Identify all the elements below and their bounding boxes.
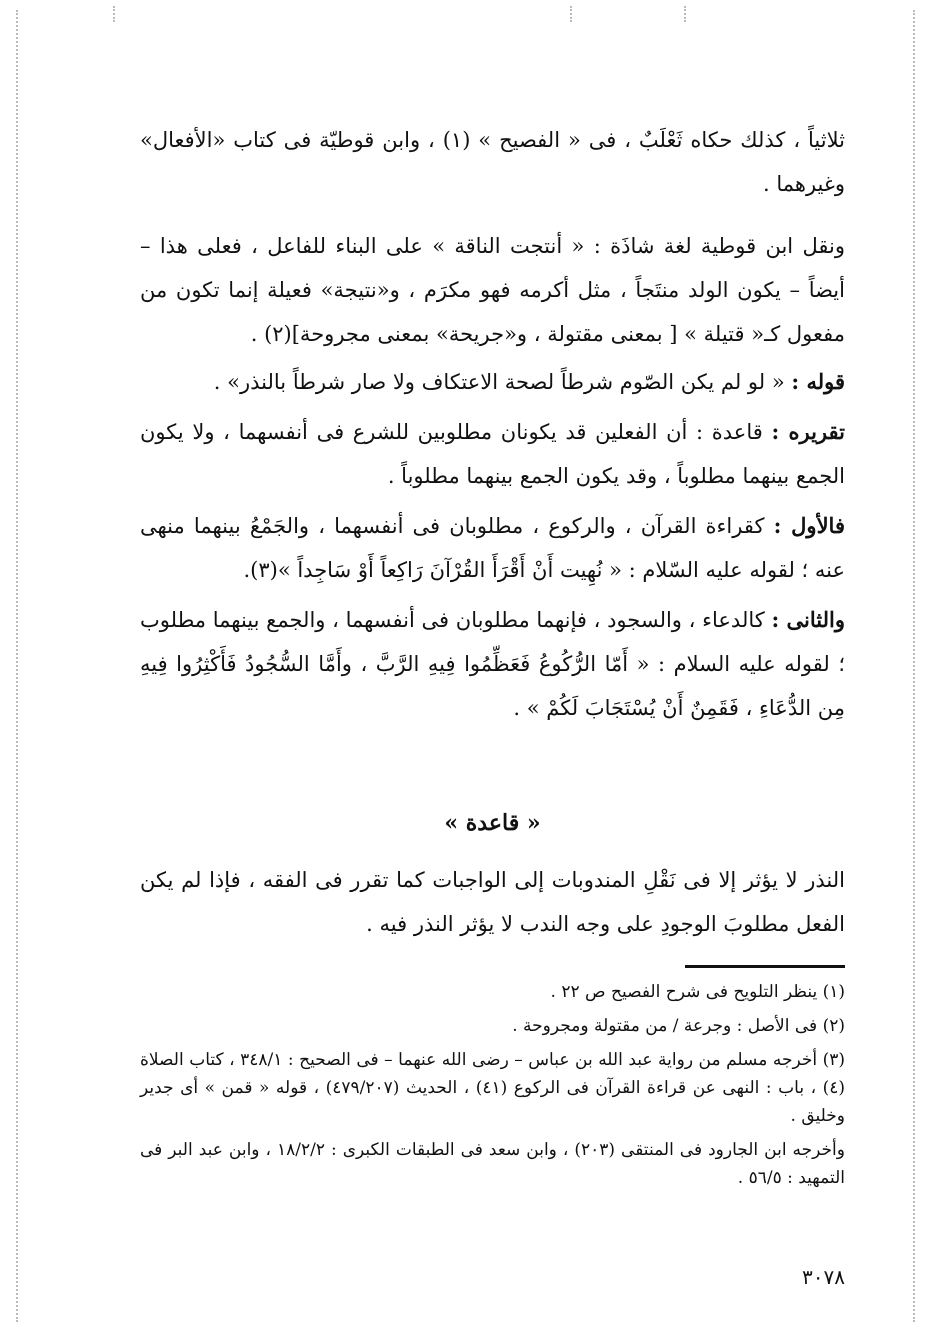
margin-dots-right [913, 10, 915, 1322]
margin-dots-top [684, 6, 686, 22]
footnote-divider [685, 965, 845, 968]
margin-dots-top [570, 6, 572, 22]
paragraph-body: قاعدة : أن الفعلين قد يكونان مطلوبين للشرع فى أنفسهما ، ولا يكون الجمع بينهما مطلوباً ، وقد يكون الجمع بينهما مطلوباً . [140, 420, 845, 488]
page-number: ٣٠٧٨ [802, 1265, 845, 1289]
main-text [140, 118, 845, 730]
paragraph-lead: قوله : [791, 369, 845, 394]
paragraph-body: « لو لم يكن الصّوم شرطاً لصحة الاعتكاف ولا صار شرطاً بالنذر» . [213, 370, 792, 394]
paragraph [140, 598, 845, 730]
margin-dots-top [113, 6, 115, 22]
paragraph [140, 410, 845, 498]
paragraph-lead: والثانى : [771, 607, 845, 632]
main-text-continued [140, 858, 845, 946]
section-heading: « قاعدة » [444, 810, 541, 836]
footnote: (١) ينظر التلويح فى شرح الفصيح ص ٢٢ . [550, 982, 845, 1002]
paragraph: ثلاثياً ، كذلك حكاه ثَعْلَبٌ ، فى « الفصيح » (١) ، وابن قوطيّة فى كتاب «الأفعال» وغيرهما . [140, 128, 845, 196]
paragraph-body: كقراءة القرآن ، والركوع ، مطلوبان فى أنفسهما ، والجَمْعُ بينهما منهى عنه ؛ لقوله عليه السّلام : « نُهِيت أَنْ أَقْرَأَ القُرْآنَ رَاكِعاً أَوْ سَاجِداً »(٣). [140, 514, 845, 582]
paragraph-body: كالدعاء ، والسجود ، فإنهما مطلوبان فى أنفسهما ، والجمع بينهما مطلوب ؛ لقوله عليه السلام : « أَمّا الرُّكُوعُ فَعَظِّمُوا فِيهِ الرَّبَّ ، وأَمَّا السُّجُودُ فَأَكْثِرُوا فِيهِ مِن الدُّعَاءِ ، فَقَمِنٌ أَنْ يُسْتَجَابَ لَكُمْ » . [140, 608, 845, 720]
footnotes [140, 978, 845, 1198]
margin-dots-left [16, 10, 18, 1322]
paragraph-lead: تقريره : [771, 419, 845, 444]
footnote: (٢) فى الأصل : وجرعة / من مقتولة ومجروحة . [512, 1016, 845, 1036]
paragraph-lead: فالأول : [773, 513, 845, 538]
paragraph: النذر لا يؤثر إلا فى نَقْلِ المندوبات إلى الواجبات كما تقرر فى الفقه ، فإذا لم يكن الفعل مطلوبَ الوجودِ على وجه الندب لا يؤثر النذر فيه . [140, 868, 845, 936]
paragraph [140, 360, 845, 404]
paragraph: ونقل ابن قوطية لغة شاذَة : « أنتجت الناقة » على البناء للفاعل ، فعلى هذا – أيضاً – يكون الولد منتَجاً ، مثل أكرمه فهو مكرَم ، و«نتيجة» فعيلة إنما تكون من مفعول كـ« قتيلة » [ بمعنى مقتولة ، و«جريحة» بمعنى مجروحة](٢) . [140, 234, 845, 346]
paragraph [140, 504, 845, 592]
footnote: (٣) أخرجه مسلم من رواية عبد الله بن عباس – رضى الله عنهما – فى الصحيح : ٣٤٨/١ ، كتاب الصلاة (٤) ، باب : النهى عن قراءة القرآن فى الركوع (٤١) ، الحديث (٤٧٩/٢٠٧) ، قوله « قمن » أى جدير وخليق . [140, 1050, 846, 1126]
footnote: وأخرجه ابن الجارود فى المنتقى (٢٠٣) ، وابن سعد فى الطبقات الكبرى : ١٨/٢/٢ ، وابن عبد البر فى التمهيد : ٥٦/٥ . [140, 1140, 845, 1188]
